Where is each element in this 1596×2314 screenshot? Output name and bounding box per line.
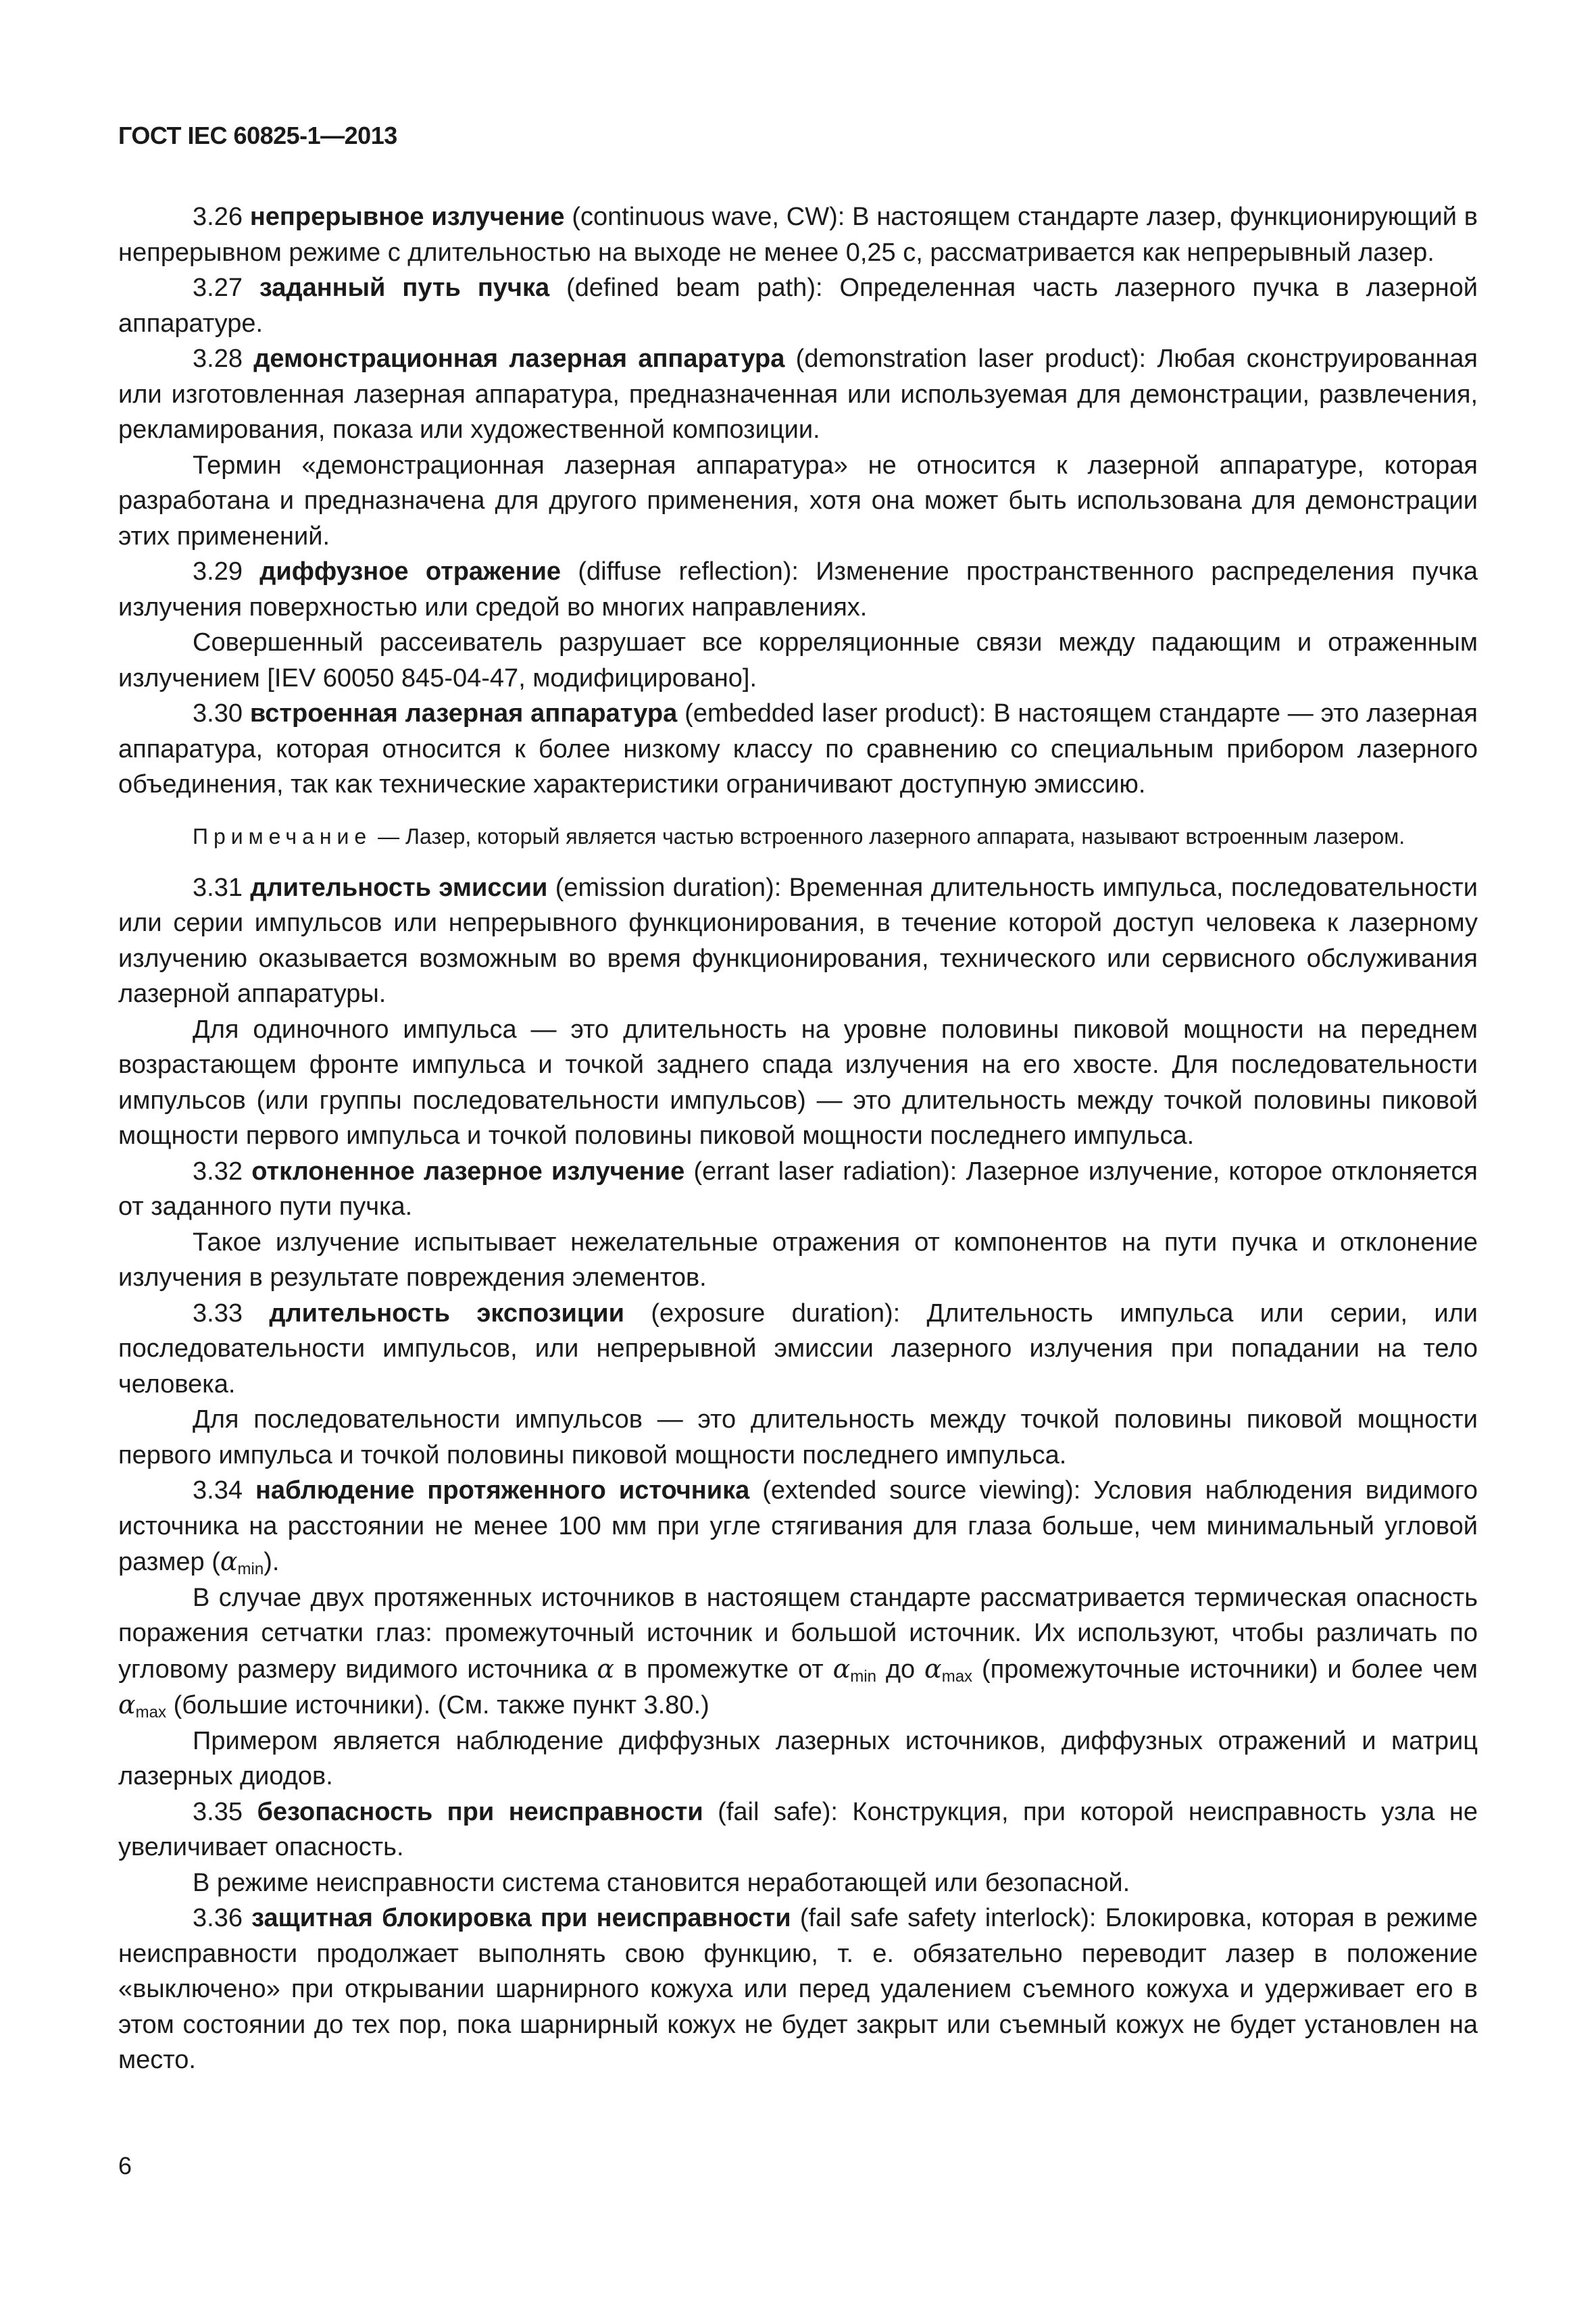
definition-3-33 [118, 1296, 1478, 1403]
subscript-max: max [135, 1703, 167, 1721]
definition-text: (defined beam path): Определенная часть лазерного пучка в лазерной аппаратуре. [118, 274, 1478, 338]
definition-3-29 [118, 554, 1478, 625]
definition-text: (demonstration laser product): Любая сконструированная или изготовленная лазерная аппаратура, предназначенная или используемая для демонстрации, развлечения, рекламирования, показа или художественной композиции. [118, 345, 1478, 444]
term: безопасность при неисправности [257, 1797, 703, 1826]
clause-number: 3.27 [193, 274, 243, 302]
term: встроенная лазерная аппаратура [249, 699, 678, 728]
definition-3-32-explanation: Такое излучение испытывает нежелательные отражения от компонентов на пути пучка и отклонение излучения в результате повреждения элементов. [118, 1228, 1478, 1292]
document-body [118, 199, 1478, 2078]
text-segment: (большие источники). (См. также пункт 3.80.) [166, 1691, 709, 1719]
text-segment: (промежуточные источники) и более чем [972, 1655, 1478, 1684]
term: отклоненное лазерное излучение [251, 1157, 685, 1186]
definition-text: (fail safe): Конструкция, при которой неисправность узла не увеличивает опасность. [118, 1797, 1478, 1861]
clause-number: 3.33 [193, 1299, 243, 1328]
term: заданный путь пучка [259, 274, 550, 302]
term: непрерывное излучение [249, 203, 565, 231]
definition-text: (diffuse reflection): Изменение пространственного распределения пучка излучения поверхностью или средой во многих направлениях. [118, 557, 1478, 622]
clause-number: 3.31 [193, 873, 243, 902]
definition-3-35 [118, 1794, 1478, 1865]
text-segment: в промежутке от [614, 1655, 833, 1684]
definition-text: (continuous wave, CW): В настоящем стандарте лазер, функционирующий в непрерывном режиме с длительностью на выходе не менее 0,25 с, рассматривается как непрерывный лазер. [118, 203, 1478, 267]
definition-text: (fail safe safety interlock): Блокировка, которая в режиме неисправности продолжает выполнять свою функцию, т. е. обязательно переводит лазер в положение «выключено» при открывании шарнирного кожуха или перед удалением съемного кожуха и удерживает его в этом состоянии до тех пор, пока шарнирный кожух не будет закрыт или съемный кожух не будет установлен на место. [118, 1904, 1478, 2074]
definition-text: (extended source viewing): Условия наблюдения видимого источника на расстоянии не менее 100 мм при угле стягивания для глаза больше, чем минимальный угловой размер ( [118, 1476, 1478, 1576]
definition-3-31-explanation: Для одиночного импульса — это длительность на уровне половины пиковой мощности на переднем возрастающем фронте импульса и точкой заднего спада излучения на его хвосте. Для последовательности импульсов (или группы последовательности импульсов) — это длительность между точкой половины пиковой мощности первого импульса и точкой половины пиковой мощности последнего импульса. [118, 1015, 1478, 1150]
definition-3-34-example: Примером является наблюдение диффузных лазерных источников, диффузных отражений и матриц лазерных диодов. [118, 1726, 1478, 1790]
definition-3-33-explanation: Для последовательности импульсов — это длительность между точкой половины пиковой мощности первого импульса и точкой половины пиковой мощности последнего импульса. [118, 1405, 1478, 1469]
definition-3-31 [118, 870, 1478, 1012]
clause-number: 3.34 [193, 1476, 243, 1505]
term: длительность эмиссии [250, 873, 548, 902]
text-segment: В случае двух протяженных источников в настоящем стандарте рассматривается термическая опасность поражения сетчатки глаз: промежуточный источник и большой источник. Их используют, чтобы различать по угловому размеру видимого источника [118, 1583, 1478, 1684]
definition-3-34-explanation [118, 1580, 1478, 1724]
page-number: 6 [118, 2152, 132, 2180]
clause-number: 3.28 [193, 345, 243, 373]
definition-3-30 [118, 696, 1478, 803]
text-segment: до [876, 1655, 925, 1684]
term: диффузное отражение [259, 557, 562, 586]
subscript-min: min [237, 1560, 264, 1578]
clause-number: 3.29 [193, 557, 243, 586]
definition-3-27 [118, 270, 1478, 341]
alpha-symbol: α [597, 1653, 615, 1684]
note-label: Примечание [193, 824, 372, 849]
note-text: — Лазер, который является частью встроенного лазерного аппарата, называют встроенным лазером. [372, 824, 1405, 849]
clause-number: 3.26 [193, 203, 243, 231]
definition-3-35-explanation: В режиме неисправности система становится неработающей или безопасной. [193, 1868, 1130, 1897]
definition-3-32 [118, 1154, 1478, 1225]
note-3-30 [118, 822, 1478, 851]
definition-text-end: ). [264, 1548, 280, 1576]
term: демонстрационная лазерная аппаратура [253, 345, 785, 373]
definition-3-28 [118, 341, 1478, 448]
alpha-symbol: α [118, 1690, 136, 1719]
clause-number: 3.30 [193, 699, 243, 728]
definition-3-26 [118, 199, 1478, 270]
definition-text: (emission duration): Временная длительность импульса, последовательности или серии импульсов или непрерывного функционирования, в течение которой доступ человека к лазерному излучению оказывается возможным во время функционирования, технического или сервисного обслуживания лазерной аппаратуры. [118, 873, 1478, 1008]
alpha-symbol: α [220, 1546, 238, 1576]
clause-number: 3.35 [193, 1797, 243, 1826]
definition-text: (errant laser radiation): Лазерное излучение, которое отклоняется от заданного пути пучка. [118, 1157, 1478, 1221]
subscript-min: min [850, 1667, 876, 1686]
alpha-symbol: α [924, 1653, 942, 1684]
clause-number: 3.36 [193, 1904, 243, 1932]
term: длительность экспозиции [269, 1299, 624, 1328]
definition-3-29-explanation: Совершенный рассеиватель разрушает все корреляционные связи между падающим и отраженным излучением [IEV 60050 845-04-47, модифицировано]. [118, 628, 1478, 693]
definition-3-36 [118, 1901, 1478, 2078]
alpha-symbol: α [832, 1653, 851, 1684]
subscript-max: max [941, 1667, 973, 1686]
definition-text: (embedded laser product): В настоящем стандарте — это лазерная аппаратура, которая относится к более низкому классу по сравнению со специальным прибором лазерного объединения, так как технические характеристики ограничивают доступную эмиссию. [118, 699, 1478, 799]
definition-3-28-explanation: Термин «демонстрационная лазерная аппаратура» не относится к лазерной аппаратуре, которая разработана и предназначена для другого применения, хотя она может быть использована для демонстрации этих применений. [118, 451, 1478, 551]
standard-header: ГОСТ IEC 60825-1—2013 [118, 122, 397, 149]
definition-text: (exposure duration): Длительность импульса или серии, или последовательности импульсов, или непрерывной эмиссии лазерного излучения при попадании на тело человека. [118, 1299, 1478, 1399]
clause-number: 3.32 [193, 1157, 243, 1186]
term: наблюдение протяженного источника [255, 1476, 750, 1505]
definition-3-34 [118, 1473, 1478, 1580]
term: защитная блокировка при неисправности [251, 1904, 791, 1932]
